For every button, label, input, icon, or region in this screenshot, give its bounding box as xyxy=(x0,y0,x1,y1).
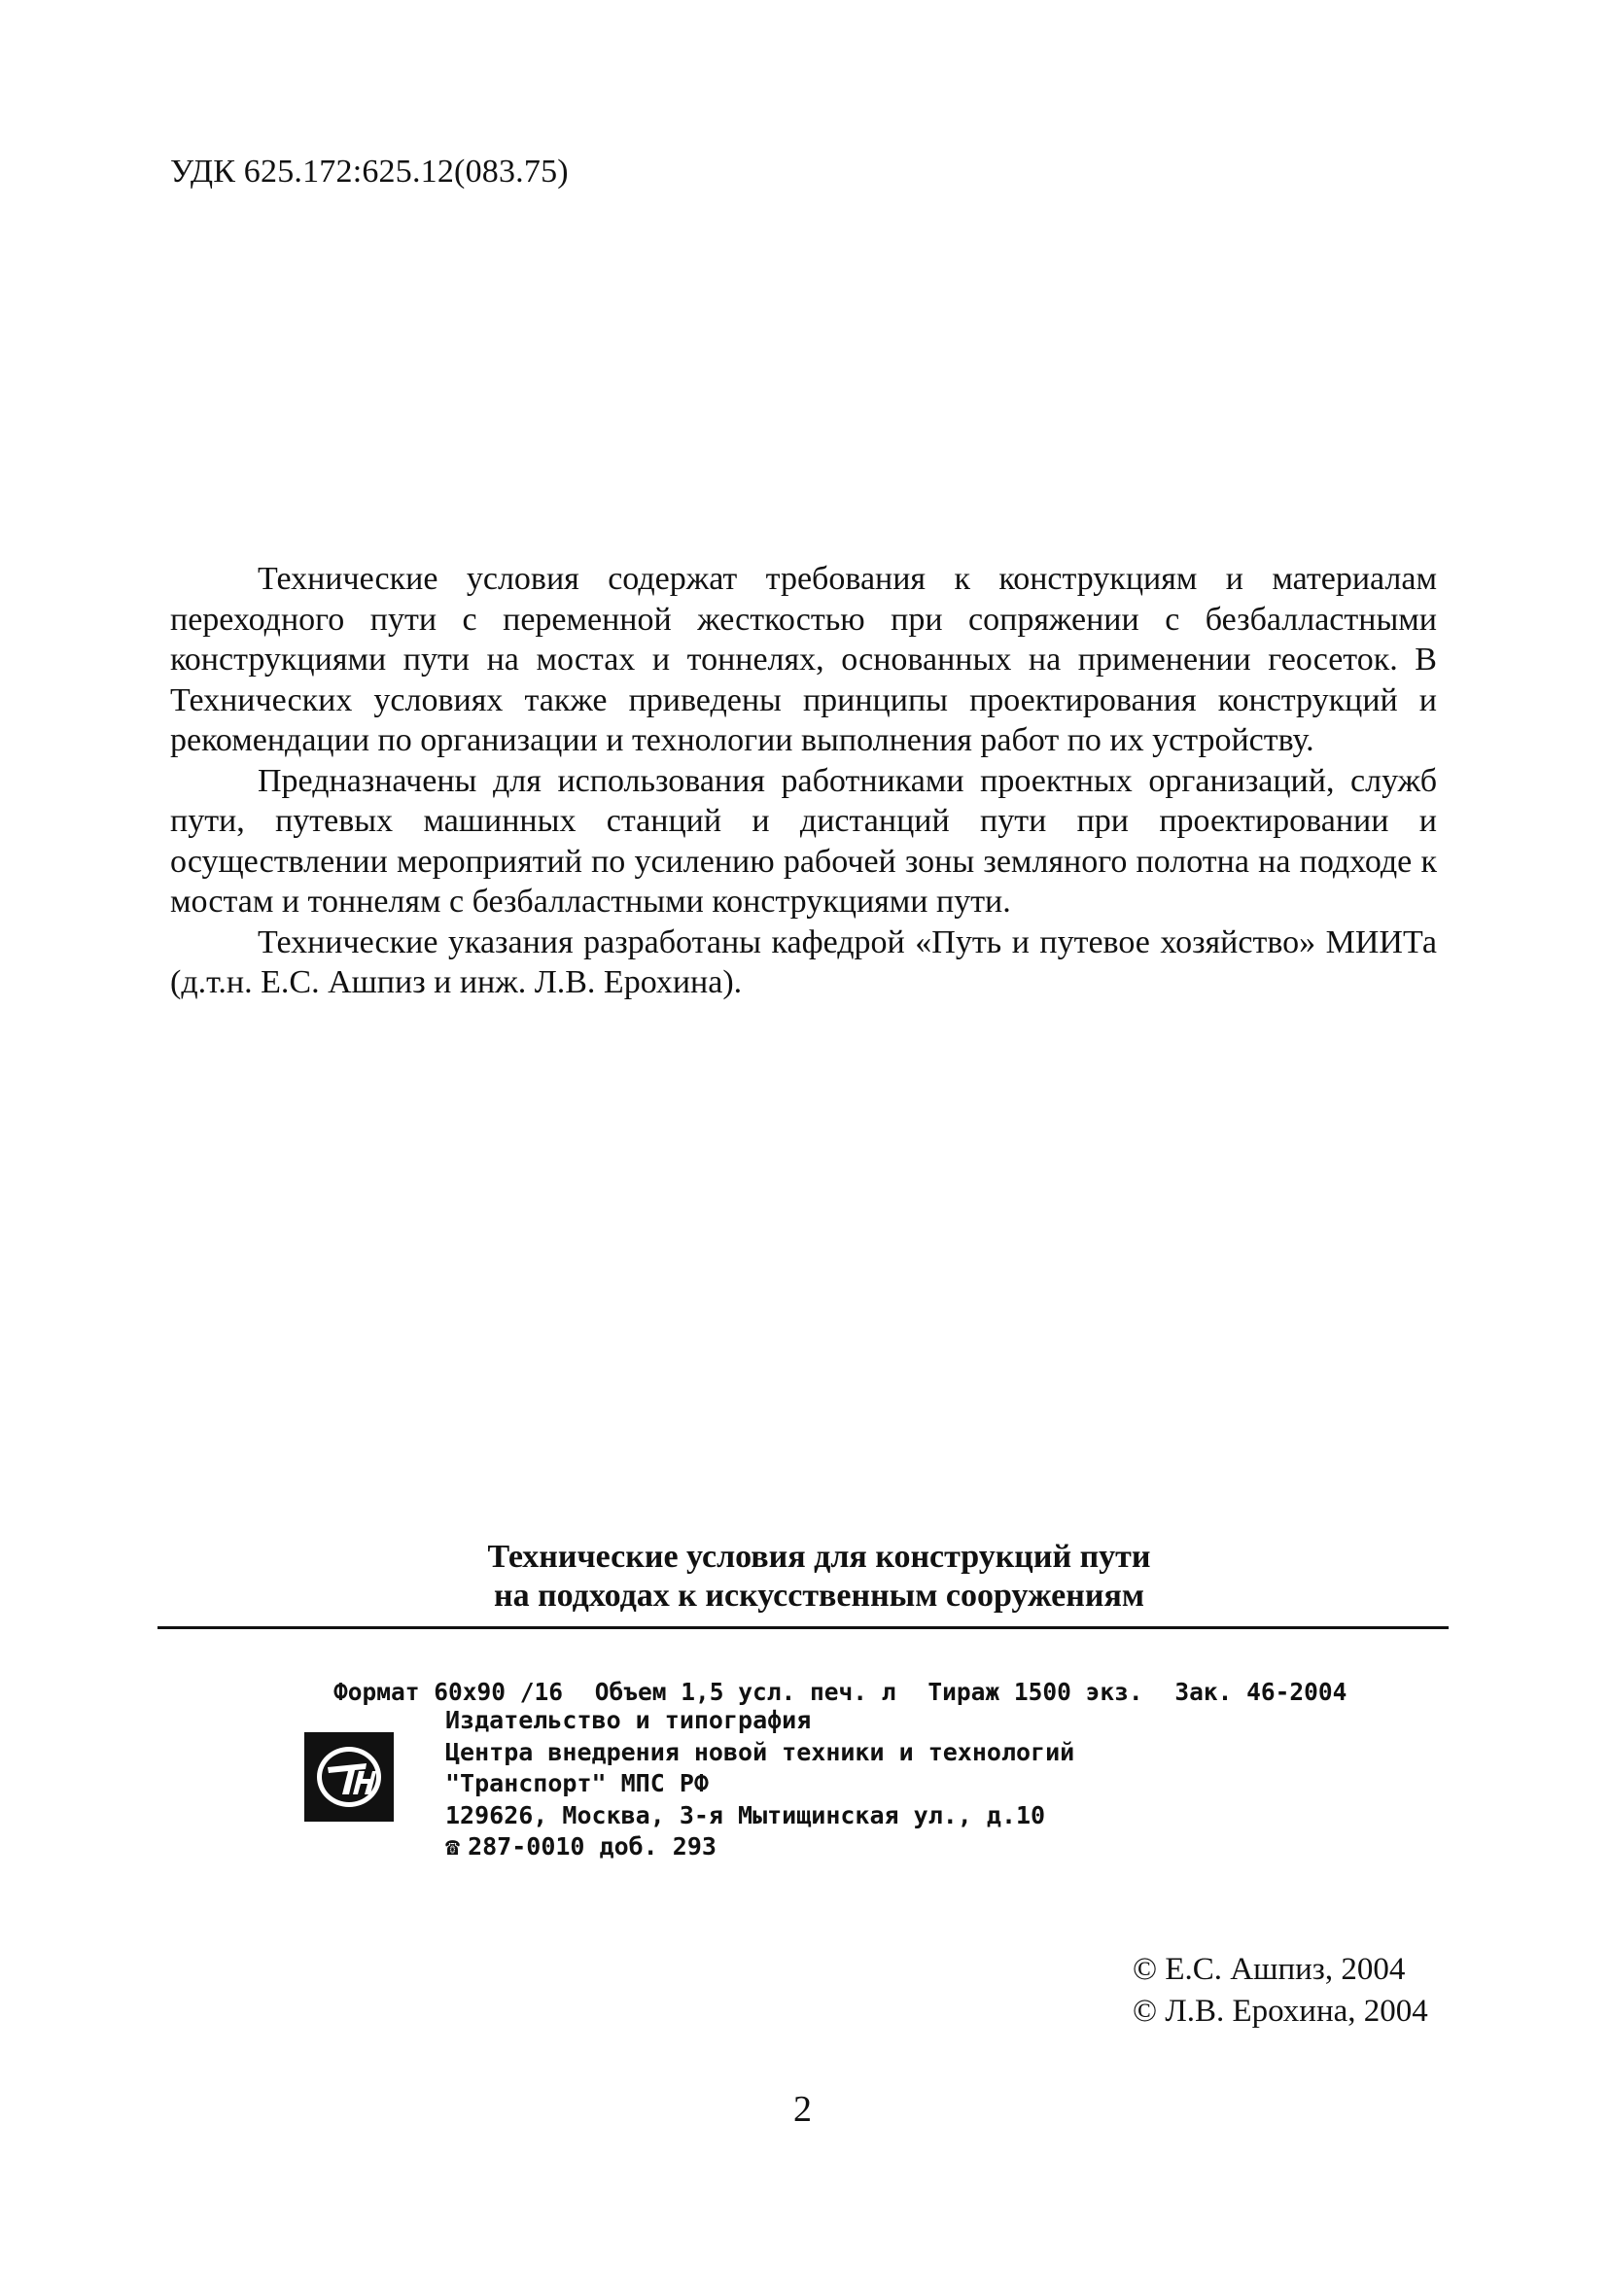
udk-code: УДК 625.172:625.12(083.75) xyxy=(170,154,569,190)
publisher-address: 129626, Москва, 3-я Мытищинская ул., д.10 xyxy=(445,1800,1046,1829)
publisher-phone: 287-0010 доб. 293 xyxy=(468,1832,717,1861)
publisher-phone-row xyxy=(445,1831,1074,1863)
print-specs xyxy=(333,1678,1347,1706)
spec-volume: Объем 1,5 усл. печ. л xyxy=(594,1678,896,1706)
publisher-line-3: "Транспорт" МПС РФ xyxy=(445,1769,709,1797)
tn-logo-icon xyxy=(304,1732,394,1822)
copyrights xyxy=(1133,1949,1428,2033)
abstract-paragraph-3: Технические указания разработаны кафедрой «Путь и путевое хозяйство» МИИТа (д.т.н. Е.С. Ашпиз и инж. Л.В. Ерохина). xyxy=(170,923,1437,1000)
spec-format: Формат 60x90 /16 xyxy=(333,1678,564,1706)
abstract xyxy=(170,559,1437,1003)
document-title xyxy=(156,1538,1449,1616)
page-number: 2 xyxy=(793,2089,812,2130)
copyright-1: © Е.С. Ашпиз, 2004 xyxy=(1133,1952,1406,1987)
title-line-1: Технические условия для конструкций пути xyxy=(487,1539,1151,1575)
copyright-2: © Л.В. Ерохина, 2004 xyxy=(1133,1994,1428,2029)
tn-logo-graphic xyxy=(310,1738,388,1816)
phone-icon: ☎ xyxy=(445,1832,461,1861)
title-divider xyxy=(157,1626,1449,1629)
abstract-paragraph-2: Предназначены для использования работниками проектных организаций, служб пути, путевых машинных станций и дистанций пути при проектировании и осуществлении мероприятий по усилению рабочей зоны земляного полотна на подходе к мостам и тоннелям с безбалластными конструкциями пути. xyxy=(170,762,1437,920)
abstract-paragraph-1: Технические условия содержат требования к конструкциям и материалам переходного пути с переменной жесткостью при сопряжении с безбалластными конструкциями пути на мостах и тоннелях, основанных на применении геосеток. В Технических условиях также приведены принципы проектирования конструкций и рекомендации по организации и технологии выполнения работ по их устройству. xyxy=(170,561,1437,758)
spec-print-run: Тираж 1500 экз. xyxy=(927,1678,1143,1706)
publisher-info xyxy=(445,1705,1074,1863)
publisher-line-1: Издательство и типография xyxy=(445,1706,812,1734)
publisher-line-2: Центра внедрения новой техники и технологий xyxy=(445,1737,1075,1766)
title-line-2: на подходах к искусственным сооружениям xyxy=(493,1578,1144,1614)
spec-order: Зак. 46-2004 xyxy=(1174,1678,1347,1706)
